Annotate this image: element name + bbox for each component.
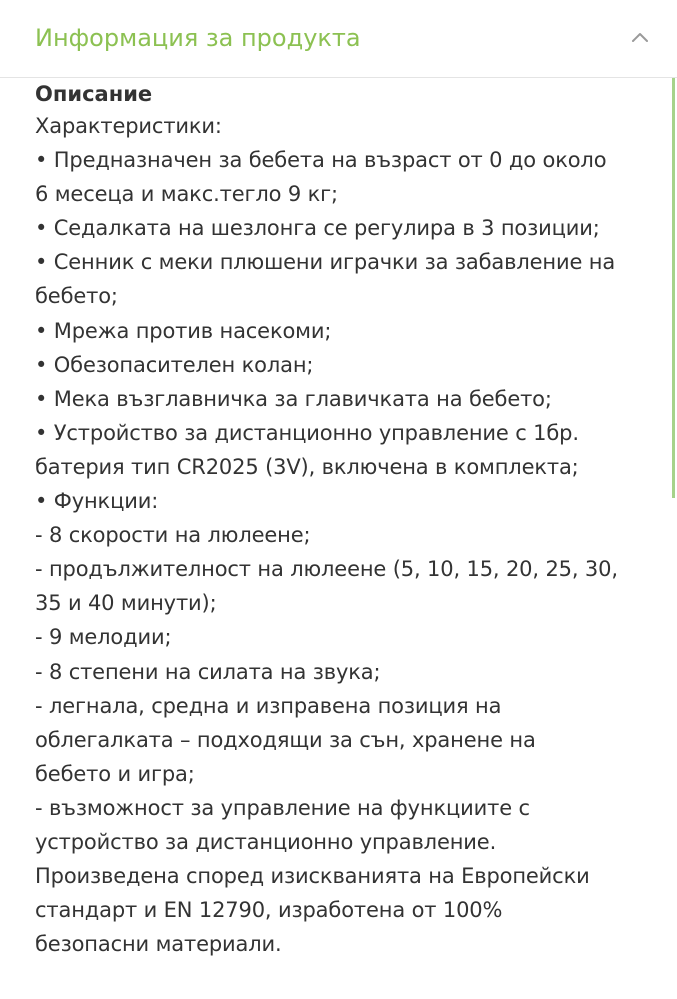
description-line: - възможност за управление на функциите с bbox=[35, 795, 530, 820]
product-info-accordion-header[interactable] bbox=[0, 0, 677, 78]
description-line: • Сенник с меки плюшени играчки за забавление на bbox=[35, 250, 616, 275]
product-description bbox=[35, 78, 655, 961]
description-line: батерия тип CR2025 (3V), включена в комплекта; bbox=[35, 454, 579, 479]
description-line: бебето и игра; bbox=[35, 761, 195, 786]
description-lines bbox=[35, 109, 655, 961]
description-line: • Мрежа против насекоми; bbox=[35, 318, 332, 343]
description-line: • Предназначен за бебета на възраст от 0 до около bbox=[35, 148, 607, 173]
description-line: безопасни материали. bbox=[35, 932, 282, 957]
description-line: бебето; bbox=[35, 284, 118, 309]
description-line: - 8 степени на силата на звука; bbox=[35, 659, 381, 684]
description-line: - 8 скорости на люлеене; bbox=[35, 523, 311, 548]
description-line: • Функции: bbox=[35, 489, 159, 514]
description-line: стандарт и EN 12790, изработена от 100% bbox=[35, 898, 503, 923]
description-line: Произведена според изискванията на Европейски bbox=[35, 864, 590, 889]
description-heading: Описание bbox=[35, 82, 153, 106]
description-line: • Устройство за дистанционно управление с 1бр. bbox=[35, 420, 579, 445]
description-line: - легнала, средна и изправена позиция на bbox=[35, 693, 502, 718]
description-line: • Мека възглавничка за главичката на бебето; bbox=[35, 386, 552, 411]
product-info-title: Информация за продукта bbox=[35, 24, 361, 52]
chevron-up-icon[interactable] bbox=[628, 26, 652, 50]
description-line: Характеристики: bbox=[35, 114, 222, 138]
description-line: - 9 мелодии; bbox=[35, 625, 172, 650]
description-line: - продължителност на люлеене (5, 10, 15, 20, 25, 30, bbox=[35, 557, 618, 582]
description-line: 35 и 40 минути); bbox=[35, 591, 217, 616]
description-line: устройство за дистанционно управление. bbox=[35, 829, 497, 854]
scroll-indicator bbox=[672, 78, 675, 498]
description-line: облегалката – подходящи за сън, хранене на bbox=[35, 727, 536, 752]
description-line: • Седалката на шезлонга се регулира в 3 позиции; bbox=[35, 216, 600, 241]
description-line: • Обезопасителен колан; bbox=[35, 352, 314, 377]
description-line: 6 месеца и макс.тегло 9 кг; bbox=[35, 182, 338, 207]
